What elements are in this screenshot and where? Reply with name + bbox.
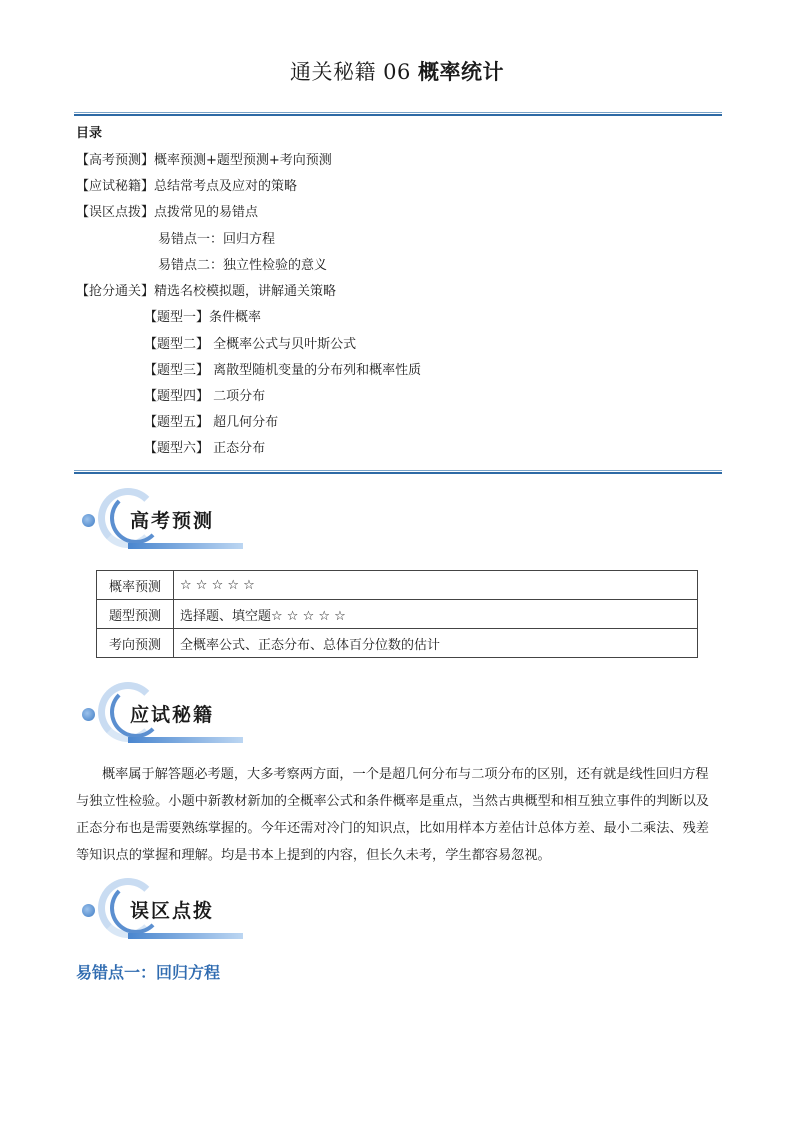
top-divider xyxy=(74,112,722,116)
toc-divider xyxy=(74,470,722,474)
subheading-regression: 易错点一：回归方程 xyxy=(76,963,221,982)
section-header-mistakes xyxy=(80,878,250,944)
table-cell-key: 概率预测 xyxy=(97,571,174,600)
section-title: 应试秘籍 xyxy=(130,704,215,726)
toc-item[interactable]: 【抢分通关】精选名校模拟题，讲解通关策略 xyxy=(76,284,337,299)
table-row xyxy=(97,571,698,600)
table-cell-key: 题型预测 xyxy=(97,600,174,629)
toc-item[interactable]: 【题型六】 正态分布 xyxy=(144,441,266,456)
section-header-strategy xyxy=(80,682,250,748)
table-cell-value: ☆ ☆ ☆ ☆ ☆ xyxy=(174,571,698,600)
toc-heading: 目录 xyxy=(76,126,103,141)
table-row xyxy=(97,629,698,658)
toc-item[interactable]: 【题型二】 全概率公式与贝叶斯公式 xyxy=(144,337,357,352)
toc-item[interactable]: 【高考预测】概率预测+题型预测+考向预测 xyxy=(76,153,332,168)
toc-item[interactable]: 易错点一：回归方程 xyxy=(158,232,276,247)
table-cell-value: 全概率公式、正态分布、总体百分位数的估计 xyxy=(174,629,698,658)
toc-item[interactable]: 【应试秘籍】总结常考点及应对的策略 xyxy=(76,179,298,194)
section-title: 高考预测 xyxy=(130,510,215,532)
toc-item[interactable]: 易错点二：独立性检验的意义 xyxy=(158,258,328,273)
toc-item[interactable]: 【题型三】 离散型随机变量的分布列和概率性质 xyxy=(144,363,422,378)
toc-item[interactable]: 【题型四】 二项分布 xyxy=(144,389,266,404)
section-header-prediction xyxy=(80,488,250,554)
toc-item[interactable]: 【误区点拨】点拨常见的易错点 xyxy=(76,205,259,220)
toc-item[interactable]: 【题型一】条件概率 xyxy=(144,310,262,325)
table-cell-value: 选择题、填空题☆ ☆ ☆ ☆ ☆ xyxy=(174,600,698,629)
prediction-table xyxy=(96,570,698,658)
table-row xyxy=(97,600,698,629)
section-title: 误区点拨 xyxy=(130,900,215,922)
toc-item[interactable]: 【题型五】 超几何分布 xyxy=(144,415,279,430)
table-cell-key: 考向预测 xyxy=(97,629,174,658)
page-title: 通关秘籍 06 概率统计 xyxy=(289,60,505,84)
strategy-paragraph: 概率属于解答题必考题，大多考察两方面，一个是超几何分布与二项分布的区别，还有就是线性回归方程与独立性检验。小题中新教材新加的全概率公式和条件概率是重点，当然古典概型和相互独立事件的判断以及正态分布也是需要熟练掌握的。今年还需对冷门的知识点，比如用样本方差估计总体方差、最小二乘法、残差等知识点的掌握和理解。均是书本上提到的内容，但长久未考，学生都容易忽视。 xyxy=(76,767,709,863)
